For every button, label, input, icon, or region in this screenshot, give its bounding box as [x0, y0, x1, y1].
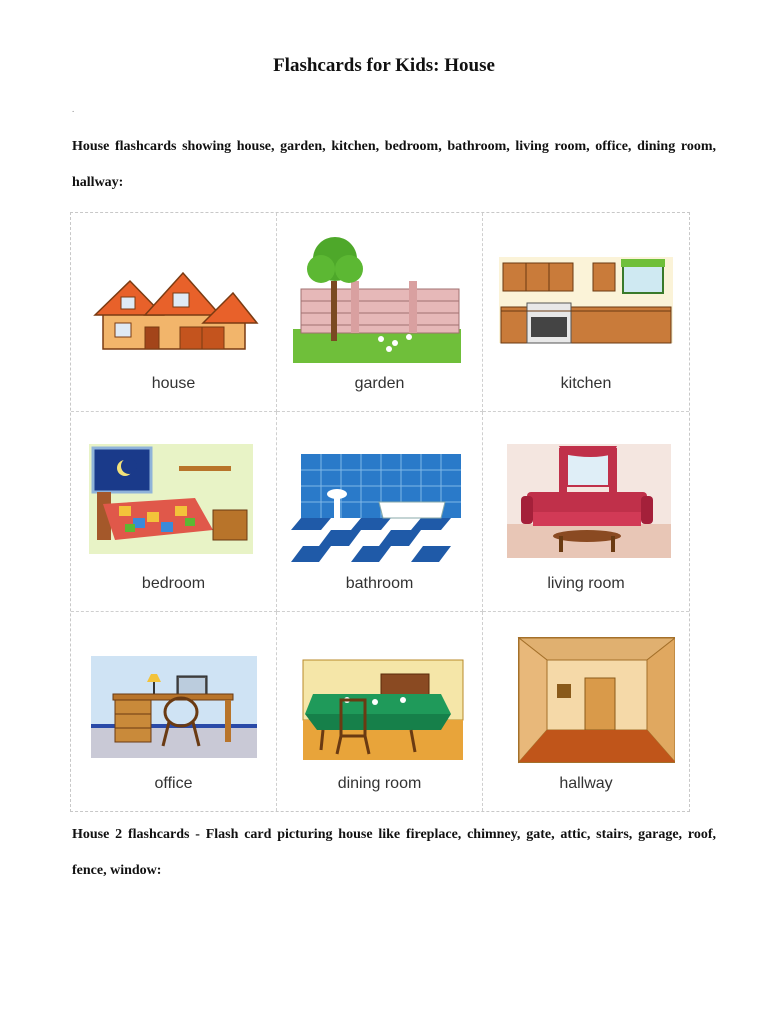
hallway-illustration-icon: [497, 630, 675, 768]
card-label: bedroom: [141, 574, 206, 592]
garden-illustration-icon: [291, 231, 469, 369]
card-label: living room: [547, 574, 625, 592]
kitchen-illustration-icon: [497, 231, 675, 369]
stray-dot: .: [72, 104, 75, 114]
office-illustration-icon: [85, 630, 263, 768]
card-label: office: [154, 774, 193, 792]
card-label: garden: [354, 375, 405, 393]
flashcard-grid: [70, 212, 690, 812]
flashcard-house: [71, 213, 277, 412]
card-label: dining room: [337, 774, 422, 792]
house-illustration-icon: [85, 231, 263, 369]
bathroom-illustration-icon: [291, 430, 469, 568]
card-label: house: [151, 375, 196, 393]
flashcard-bedroom: [71, 412, 277, 611]
flashcard-office: [71, 612, 277, 811]
flashcard-living-room: [483, 412, 689, 611]
intro-paragraph: House flashcards showing house, garden, kitchen, bedroom, bathroom, living room, office, dining room, hallway:: [72, 139, 716, 190]
outro-paragraph: House 2 flashcards - Flash card picturing house like fireplace, chimney, gate, attic, stairs, garage, roof, fence, window:: [72, 827, 716, 878]
flashcard-kitchen: [483, 213, 689, 412]
flashcard-bathroom: [277, 412, 483, 611]
page-title: Flashcards for Kids: House: [273, 55, 495, 76]
card-label: kitchen: [560, 375, 612, 393]
bedroom-illustration-icon: [85, 430, 263, 568]
card-label: bathroom: [345, 574, 414, 592]
card-label: hallway: [559, 774, 613, 792]
living-room-illustration-icon: [497, 430, 675, 568]
dining-room-illustration-icon: [291, 630, 469, 768]
flashcard-garden: [277, 213, 483, 412]
flashcard-dining-room: [277, 612, 483, 811]
flashcard-hallway: [483, 612, 689, 811]
